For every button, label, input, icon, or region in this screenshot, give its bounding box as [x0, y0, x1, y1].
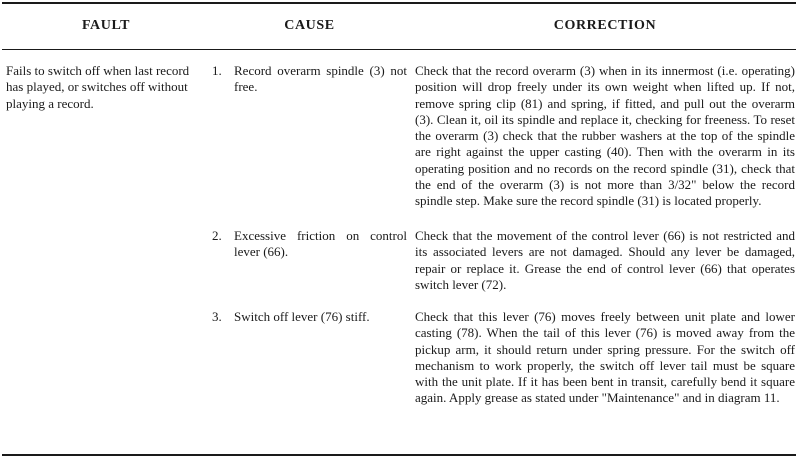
- header-correction: CORRECTION: [553, 18, 657, 33]
- table-top-rule: [2, 2, 796, 4]
- cause-text: Excessive friction on control lever (66).: [234, 228, 407, 260]
- cause-number: 2.: [212, 228, 222, 243]
- header-cause: CAUSE: [284, 18, 335, 33]
- cause-item-1: [212, 63, 407, 96]
- header-fault: FAULT: [81, 18, 131, 33]
- cause-text: Switch off lever (76) stiff.: [234, 309, 370, 324]
- correction-item-2: Check that the movement of the control lever (66) is not restricted and its associated levers are not damaged. Should any lever be damaged, repair or replace it. Grease the end of control lever (66) that operates switch lever (72).: [415, 228, 795, 292]
- header-rule: [2, 49, 796, 50]
- cause-item-3: [212, 309, 407, 325]
- fault-description: Fails to switch off when last record has played, or switches off without playing a record.: [6, 63, 190, 111]
- cause-number: 3.: [212, 309, 222, 324]
- table-bottom-rule: [2, 454, 796, 456]
- correction-item-3: Check that this lever (76) moves freely between unit plate and lower casting (78). When the tail of this lever (76) is moved away from the pickup arm, it should return under spring pressure. For the switch off mechanism to work properly, the switch off lever tail must be square with the unit plate. If it has been bent in transit, carefully bend it square again. Apply grease as stated under "Maintenance" and in diagram 11.: [415, 309, 795, 406]
- cause-item-2: [212, 228, 407, 261]
- correction-item-1: Check that the record overarm (3) when in its innermost (i.e. operating) position will drop freely under its own weight when lifted up. If not, remove spring clip (81) and spring, if fitted, and pull out the overarm (3). Clean it, oil its spindle and replace it, checking for freeness. To reset the overarm (3) check that the rubber washers at the top of the spindle are right against the upper casting (40). Then with the overarm in its operating position and no records on the record spindle (31), check that the end of the overarm (3) is not more than 3/32" below the record spindle step. Make sure the record spindle (31) is located properly.: [415, 63, 795, 209]
- cause-number: 1.: [212, 63, 222, 78]
- cause-text: Record overarm spindle (3) not free.: [234, 63, 407, 95]
